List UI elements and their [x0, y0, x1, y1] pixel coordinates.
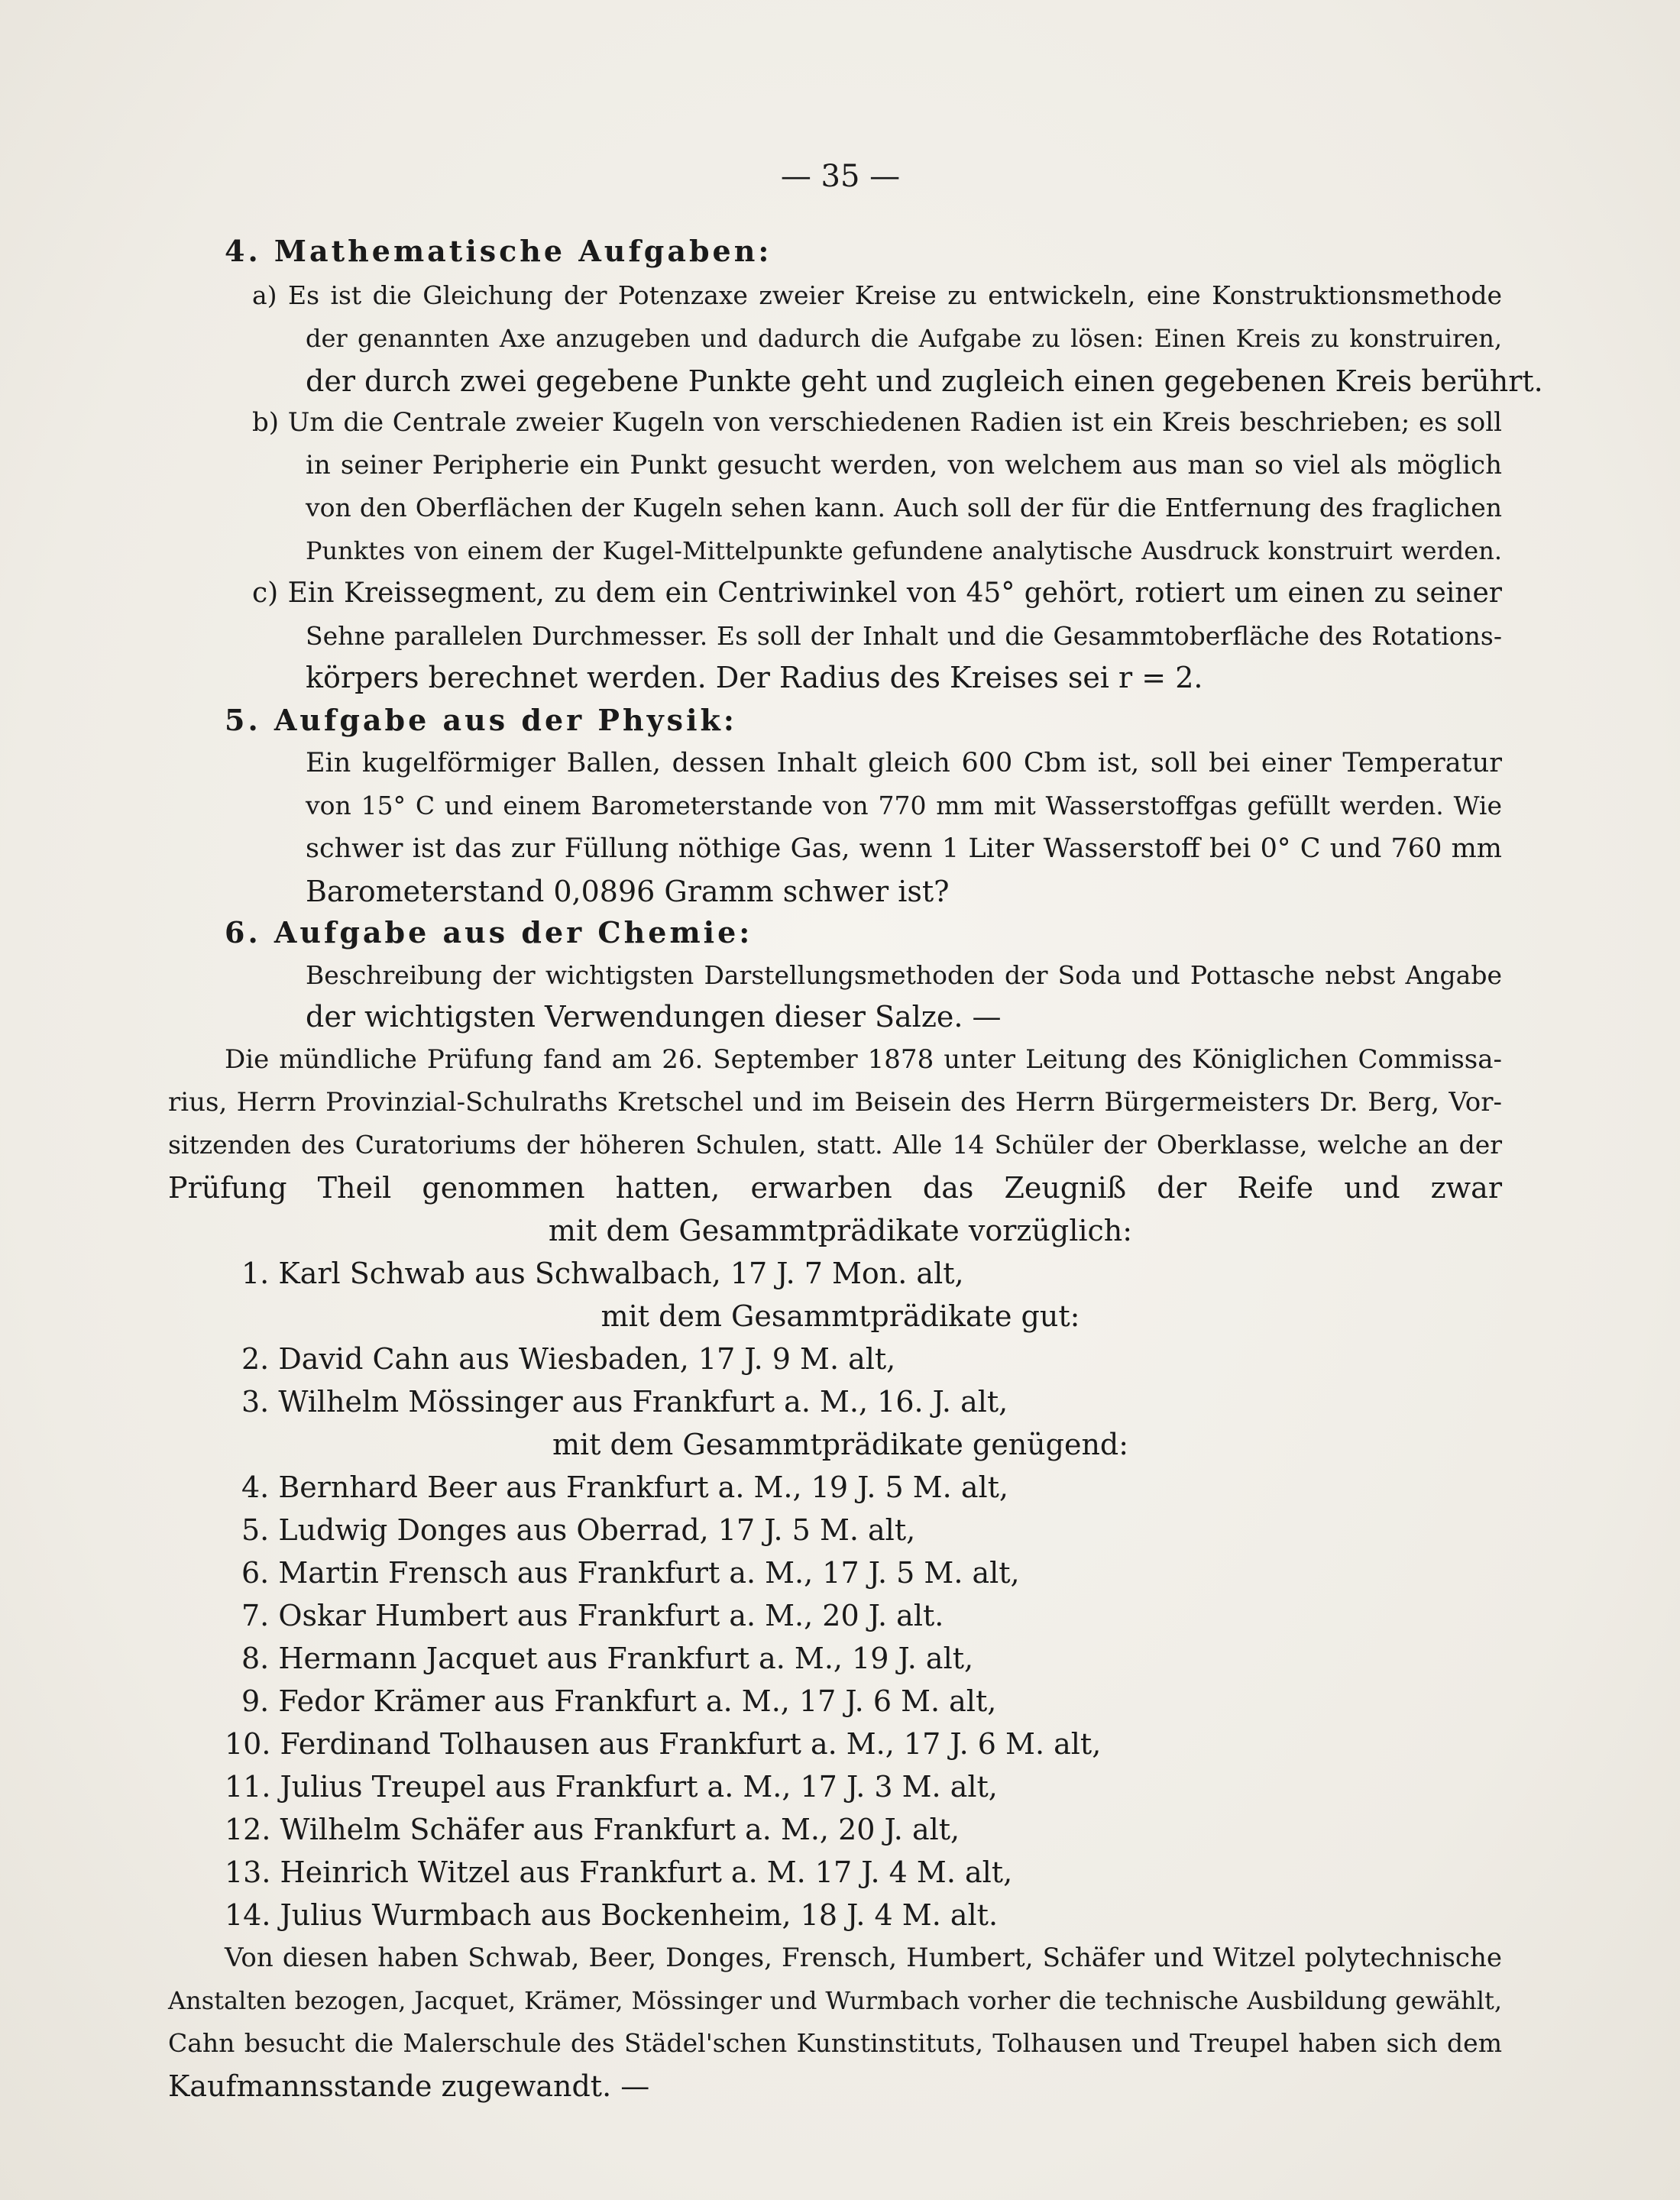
student-4: 4. Bernhard Beer aus Frankfurt a. M., 19 J. 5 M. alt, — [241, 1470, 1008, 1504]
chemistry-heading: 6. Aufgabe aus der Chemie: — [225, 915, 753, 950]
student-7: 7. Oskar Humbert aus Frankfurt a. M., 20 J. alt. — [241, 1599, 944, 1632]
grade-heading-sufficient: mit dem Gesammtprädikate genügend: — [552, 1428, 1129, 1461]
student-3: 3. Wilhelm Mössinger aus Frankfurt a. M., 16. J. alt, — [241, 1385, 1008, 1419]
student-9: 9. Fedor Krämer aus Frankfurt a. M., 17 J. 6 M. alt, — [241, 1684, 997, 1718]
exam-para-line-1: Die mündliche Prüfung fand am 26. September 1878 unter Leitung des Königlichen Commissa- — [225, 1044, 1502, 1075]
student-11: 11. Julius Treupel aus Frankfurt a. M., 17 J. 3 M. alt, — [225, 1770, 998, 1804]
math-task-b-line-4: Punktes von einem der Kugel-Mittelpunkte gefundene analytische Ausdruck konstruirt werden. — [306, 536, 1502, 565]
closing-para-line-4: Kaufmannsstande zugewandt. — — [168, 2069, 650, 2103]
physics-line-2: von 15° C und einem Barometerstande von 770 mm mit Wasserstoffgas gefüllt werden. Wie — [306, 791, 1502, 820]
chemistry-line-1: Beschreibung der wichtigsten Darstellungsmethoden der Soda und Pottasche nebst Angabe — [306, 960, 1502, 990]
physics-heading: 5. Aufgabe aus der Physik: — [225, 703, 737, 737]
math-task-b-line-3: von den Oberflächen der Kugeln sehen kann. Auch soll der für die Entfernung des fraglichen — [306, 493, 1502, 522]
math-task-c-line-2: Sehne parallelen Durchmesser. Es soll der Inhalt und die Gesammtoberfläche des Rotations- — [306, 621, 1502, 651]
student-5: 5. Ludwig Donges aus Oberrad, 17 J. 5 M. alt, — [241, 1513, 916, 1547]
student-2: 2. David Cahn aus Wiesbaden, 17 J. 9 M. alt, — [241, 1342, 896, 1376]
math-task-a-line-2: der genannten Axe anzugeben und dadurch die Aufgabe zu lösen: Einen Kreis zu konstruiren, — [306, 324, 1502, 353]
math-task-b-line-2: in seiner Peripherie ein Punkt gesucht werden, von welchem aus man so viel als möglich — [306, 450, 1502, 480]
closing-para-line-3: Cahn besucht die Malerschule des Städel'schen Kunstinstituts, Tolhausen und Treupel haben sich dem — [168, 2028, 1502, 2058]
student-13: 13. Heinrich Witzel aus Frankfurt a. M. 17 J. 4 M. alt, — [225, 1855, 1013, 1889]
student-14: 14. Julius Wurmbach aus Bockenheim, 18 J. 4 M. alt. — [225, 1898, 999, 1932]
math-heading: 4. Mathematische Aufgaben: — [225, 234, 772, 268]
exam-para-line-3: sitzenden des Curatoriums der höheren Schulen, statt. Alle 14 Schüler der Oberklasse, welche an der — [168, 1130, 1502, 1160]
chemistry-line-2: der wichtigsten Verwendungen dieser Salze. — — [306, 1000, 1002, 1034]
physics-line-4: Barometerstand 0,0896 Gramm schwer ist? — [306, 875, 950, 908]
closing-para-line-1: Von diesen haben Schwab, Beer, Donges, Frensch, Humbert, Schäfer und Witzel polytechnische — [225, 1943, 1502, 1973]
exam-para-line-4: Prüfung Theil genommen hatten, erwarben das Zeugniß der Reife und zwar — [168, 1171, 1502, 1205]
exam-para-line-2: rius, Herrn Provinzial-Schulraths Kretschel und im Beisein des Herrn Bürgermeisters Dr. Berg, Vor- — [168, 1087, 1502, 1118]
page-number: — 35 — — [780, 159, 901, 194]
student-8: 8. Hermann Jacquet aus Frankfurt a. M., 19 J. alt, — [241, 1642, 974, 1675]
math-task-a-line-1: a) Es ist die Gleichung der Potenzaxe zweier Kreise zu entwickeln, eine Konstruktionsmethode — [252, 280, 1502, 310]
student-6: 6. Martin Frensch aus Frankfurt a. M., 17 J. 5 M. alt, — [241, 1556, 1020, 1590]
physics-line-1: Ein kugelförmiger Ballen, dessen Inhalt gleich 600 Cbm ist, soll bei einer Temperatur — [306, 748, 1502, 778]
student-1: 1. Karl Schwab aus Schwalbach, 17 J. 7 Mon. alt, — [241, 1257, 964, 1290]
math-task-c-line-3: körpers berechnet werden. Der Radius des Kreises sei r = 2. — [306, 661, 1203, 694]
grade-heading-excellent: mit dem Gesammtprädikate vorzüglich: — [548, 1214, 1133, 1247]
closing-para-line-2: Anstalten bezogen, Jacquet, Krämer, Mössinger und Wurmbach vorher die technische Ausbildung gewählt, — [168, 1986, 1502, 2015]
student-12: 12. Wilhelm Schäfer aus Frankfurt a. M., 20 J. alt, — [225, 1813, 960, 1846]
math-task-a-line-3: der durch zwei gegebene Punkte geht und zugleich einen gegebenen Kreis berührt. — [306, 364, 1543, 398]
math-task-c-line-1: c) Ein Kreissegment, zu dem ein Centriwinkel von 45° gehört, rotiert um einen zu seiner — [252, 578, 1502, 609]
physics-line-3: schwer ist das zur Füllung nöthige Gas, wenn 1 Liter Wasserstoff bei 0° C und 760 mm — [306, 833, 1502, 864]
student-10: 10. Ferdinand Tolhausen aus Frankfurt a. M., 17 J. 6 M. alt, — [225, 1727, 1102, 1761]
math-task-b-line-1: b) Um die Centrale zweier Kugeln von verschiedenen Radien ist ein Kreis beschrieben; es soll — [252, 407, 1502, 438]
grade-heading-good: mit dem Gesammtprädikate gut: — [600, 1299, 1080, 1333]
